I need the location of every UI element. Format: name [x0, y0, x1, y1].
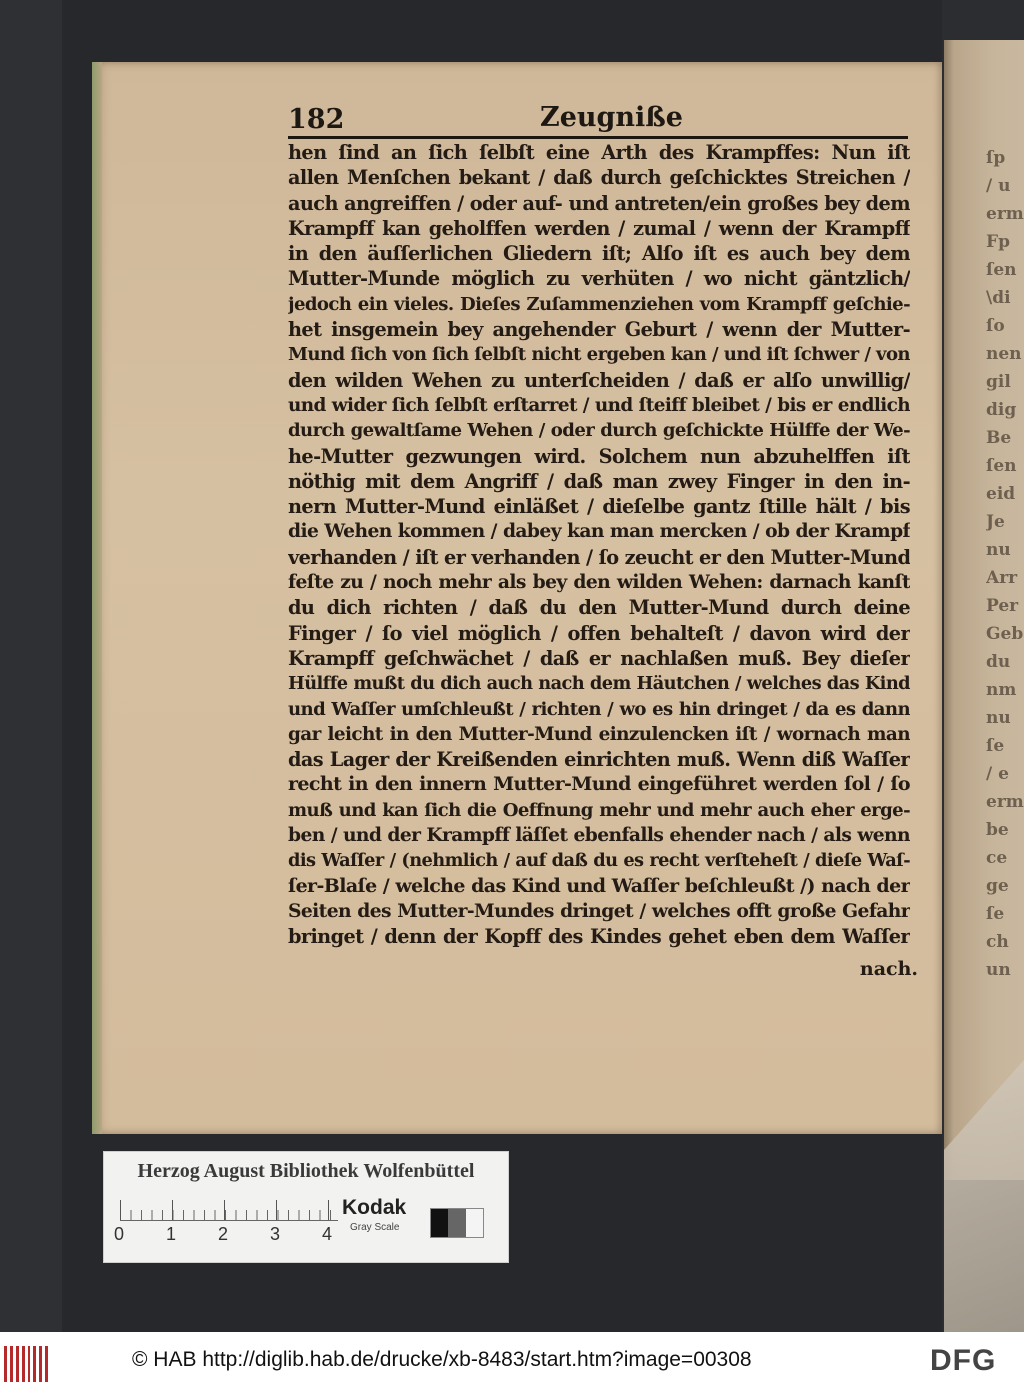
facing-text-fragment: ſe — [986, 736, 1005, 756]
text-line: hen ſind an ſich ſelbſt eine Arth des Krampffes: Nun iſt — [288, 141, 910, 164]
text-line: Krampff geſchwächet / daß er nachlaßen muß. Bey dieſer — [288, 646, 910, 670]
page-header — [288, 104, 908, 139]
text-line: recht in den innern Mutter-Mund eingeführet werden ſol / ſo — [288, 773, 910, 796]
facing-text-fragment: ce — [986, 848, 1008, 868]
text-line: gar leicht in den Mutter-Mund einzulencken iſt / wornach man — [288, 723, 910, 745]
text-line: ben / und der Krampff läſſet ebenfalls ehender nach / als wenn — [288, 824, 910, 847]
facing-text-fragment: ſen — [986, 260, 1017, 280]
text-line: auch angreiffen / oder auf- und antreten/ein großes bey dem — [288, 191, 910, 215]
facing-text-fragment: ſen — [986, 456, 1017, 476]
text-line: dis Waſſer / (nehmlich / auf daß du es recht verſteheſt / dieſe Waſ- — [288, 850, 910, 872]
ruler-number: 0 — [114, 1224, 125, 1244]
kodak-logo: Kodak — [342, 1196, 407, 1219]
library-color-label — [103, 1151, 509, 1263]
text-line: muß und kan ſich die Oeffnung mehr und mehr auch eher erge- — [288, 799, 910, 821]
running-head: Zeugniße — [540, 102, 683, 133]
facing-text-fragment: ſo — [986, 316, 1005, 336]
body-text — [288, 140, 910, 950]
ruler-number: 2 — [218, 1224, 229, 1244]
text-line: he-Mutter gezwungen wird. Solchem nun abzuhelffen iſt — [288, 444, 910, 468]
ruler-tick — [172, 1200, 173, 1220]
footer-bar — [0, 1332, 1024, 1397]
text-line: allen Menſchen bekant / daß durch geſchicktes Streichen / — [288, 166, 910, 190]
text-line: Mutter-Munde möglich zu verhüten / wo nicht gäntzlich/ — [288, 267, 910, 291]
text-line: die Wehen kommen / dabey kan man mercken / ob der Krampf — [288, 520, 910, 543]
facing-text-fragment: / u — [986, 176, 1011, 196]
gray-patches — [430, 1208, 484, 1238]
text-line: in den äuſſerlichen Gliedern iſt; Alſo iſt es auch bey dem — [288, 242, 910, 266]
ruler-tick — [276, 1200, 277, 1220]
catchword: nach. — [859, 958, 918, 980]
facing-page-text — [986, 144, 1024, 984]
ruler-scale — [120, 1202, 338, 1221]
ruler-number: 1 — [166, 1224, 177, 1244]
facing-text-fragment: nen — [986, 344, 1022, 364]
text-line: ſer-Blaſe / welche das Kind und Waſſer beſchleußt /) nach der — [288, 874, 910, 897]
facing-text-fragment: erm — [986, 204, 1024, 224]
facing-text-fragment: Per — [986, 596, 1019, 616]
text-line: den wilden Wehen zu unterſcheiden / daß er alſo unwillig/ — [288, 368, 910, 392]
gray-patch — [431, 1209, 448, 1237]
ruler-number: 4 — [322, 1224, 333, 1244]
facing-text-fragment: \di — [986, 288, 1011, 308]
page-number: 182 — [288, 104, 345, 135]
text-line: nöthig mit dem Angriff / daß man zwey Finger in den in- — [288, 469, 910, 493]
gray-patch — [448, 1209, 465, 1237]
text-line: und wider ſich ſelbſt erſtarret / und ſteiff bleibet / bis er endlich — [288, 394, 910, 416]
text-line: Krampff kan geholffen werden / zumal / wenn der Krampff — [288, 216, 910, 240]
facing-text-fragment: / e — [986, 764, 1009, 784]
barcode-icon — [4, 1346, 48, 1382]
text-line: Hülffe mußt du dich auch nach dem Häutchen / welches das Kind — [288, 673, 910, 695]
facing-text-fragment: Arr — [986, 568, 1018, 588]
text-line: du dich richten / daß du den Mutter-Mund durch deine — [288, 596, 910, 620]
ruler-tick — [328, 1200, 329, 1220]
text-line: verhanden / iſt er verhanden / ſo zeucht er den Mutter-Mund — [288, 545, 910, 569]
facing-text-fragment: eid — [986, 484, 1016, 504]
facing-text-fragment: ſp — [986, 148, 1006, 168]
facing-text-fragment: dig — [986, 400, 1017, 420]
facing-text-fragment: ſe — [986, 904, 1005, 924]
text-line: durch gewaltſame Wehen / oder durch geſchickte Hülffe der We- — [288, 420, 910, 442]
facing-text-fragment: Be — [986, 428, 1012, 448]
facing-text-fragment: nm — [986, 680, 1017, 700]
text-line: feſte zu / noch mehr als bey den wilden Wehen: darnach kanſt — [288, 571, 910, 594]
page-edge — [92, 62, 102, 1134]
facing-text-fragment: Geb — [986, 624, 1024, 644]
text-line: het insgemein bey angehender Geburt / wenn der Mutter- — [288, 318, 910, 342]
text-line: Mund ſich von ſich ſelbſt nicht ergeben kan / und iſt ſchwer / von — [288, 344, 910, 366]
facing-text-fragment: ch — [986, 932, 1009, 952]
text-line: Finger / ſo viel möglich / offen behalteſt / davon wird der — [288, 621, 910, 645]
text-line: jedoch ein vieles. Dieſes Zuſammenziehen vom Krampff geſchie- — [288, 293, 910, 315]
text-line: bringet / denn der Kopff des Kindes gehet eben dem Waſſer — [288, 925, 910, 949]
ruler-numbers — [114, 1224, 354, 1248]
copyright-link[interactable]: © HAB http://diglib.hab.de/drucke/xb-8483/start.htm?image=00308 — [132, 1348, 752, 1371]
facing-text-fragment: be — [986, 820, 1009, 840]
gray-scale-caption: Gray Scale — [350, 1222, 400, 1233]
institution-name: Herzog August Bibliothek Wolfenbüttel — [137, 1160, 475, 1182]
facing-text-fragment: erm — [986, 792, 1024, 812]
facing-text-fragment: Je — [986, 512, 1005, 532]
text-line: Seiten des Mutter-Mundes dringet / welches offt große Gefahr — [288, 899, 910, 922]
ruler-tick — [120, 1200, 121, 1220]
facing-text-fragment: nu — [986, 540, 1011, 560]
ruler-number: 3 — [270, 1224, 281, 1244]
facing-text-fragment: ge — [986, 876, 1009, 896]
facing-text-fragment: nu — [986, 708, 1011, 728]
ruler-tick — [224, 1200, 225, 1220]
facing-text-fragment: un — [986, 960, 1011, 980]
facing-text-fragment: du — [986, 652, 1011, 672]
text-line: das Lager der Kreißenden einrichten muß. Wenn diß Waſſer — [288, 748, 910, 772]
dfg-logo: DFG — [930, 1344, 997, 1377]
gray-patch — [466, 1209, 483, 1237]
text-line: und Waſſer umſchleußt / richten / wo es hin dringet / da es dann — [288, 698, 910, 720]
facing-text-fragment: Fp — [986, 232, 1010, 252]
text-line: nern Mutter-Mund einläßet / dieſelbe gantz ſtille hält / bis — [288, 495, 910, 519]
facing-text-fragment: gil — [986, 372, 1011, 392]
